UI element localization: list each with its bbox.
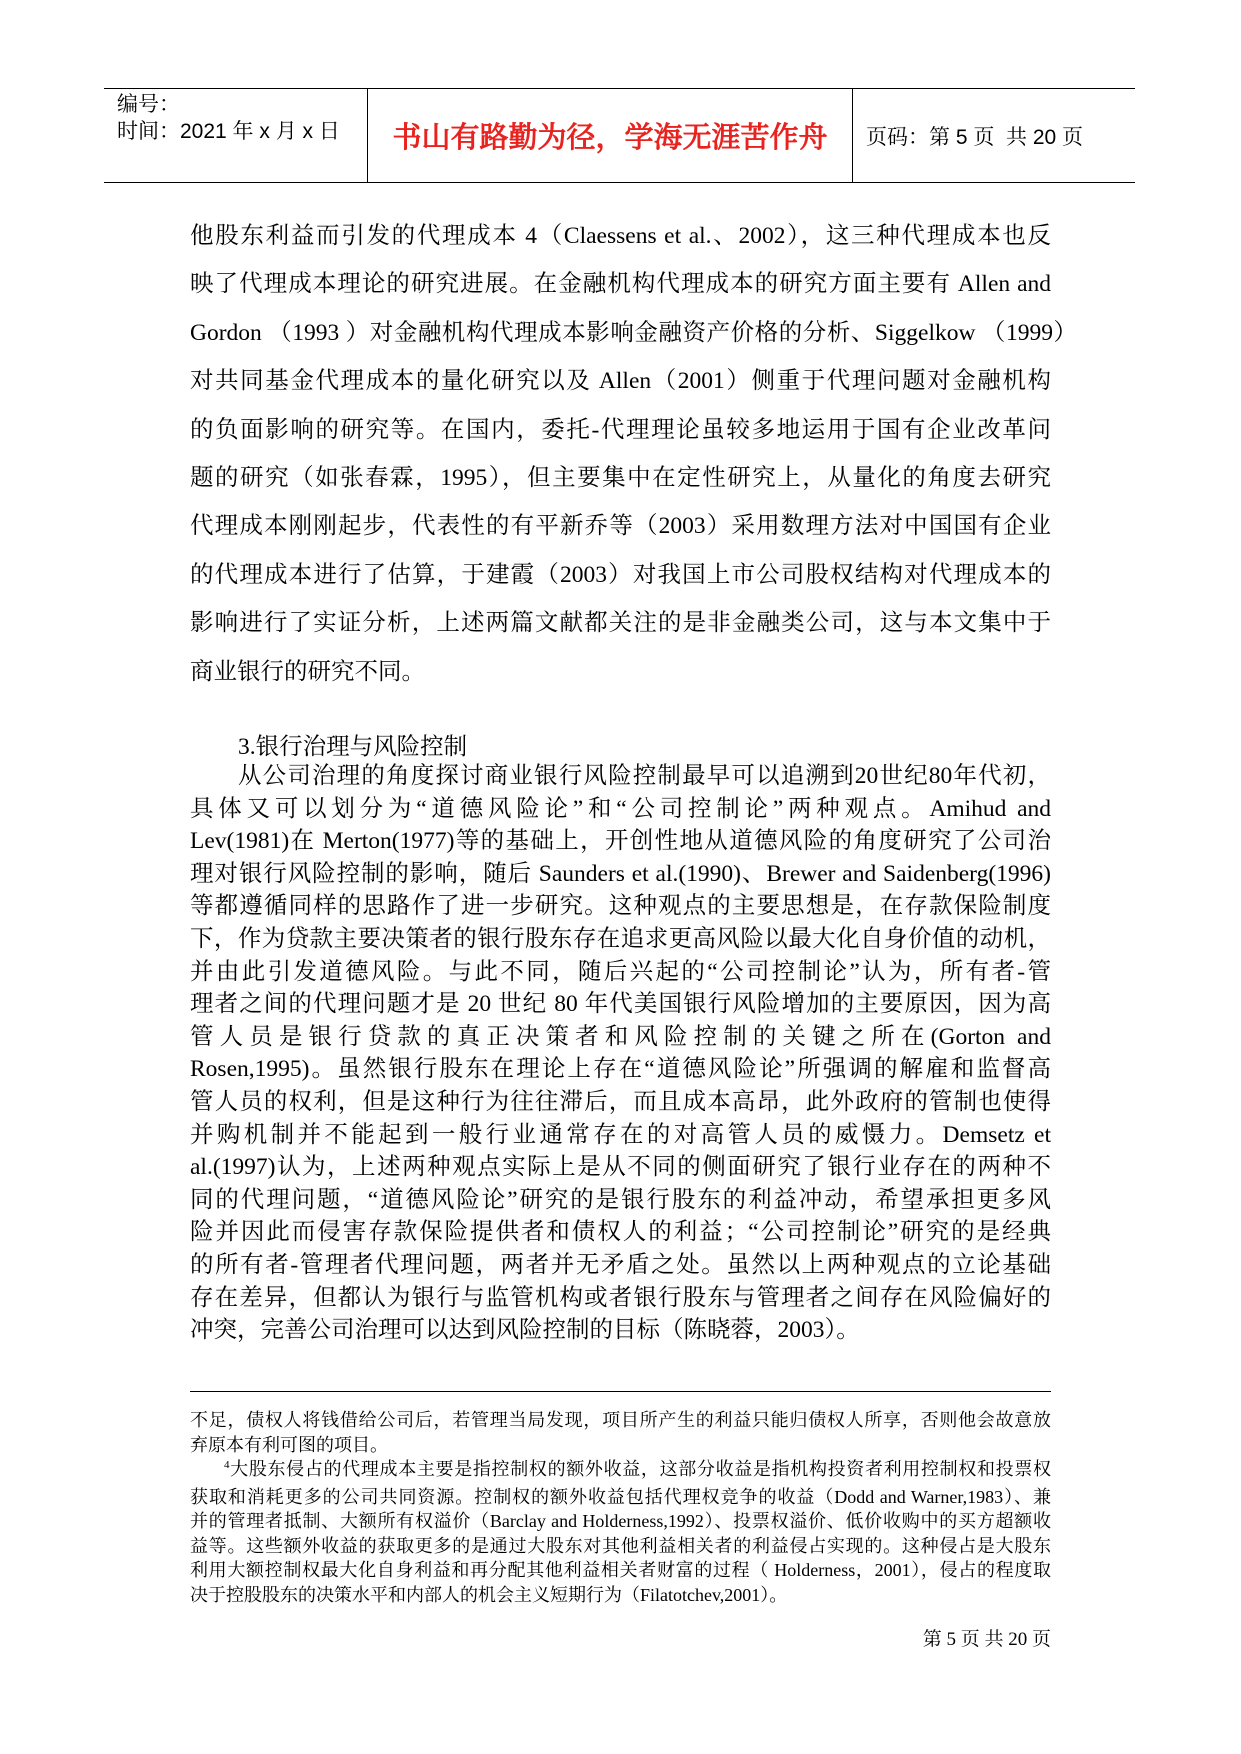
paragraph1-line-9: 影响进行了实证分析，上述两篇文献都关注的是非金融类公司，这与本文集中于 [190,610,1051,637]
paragraph1-line-2: 映了代理成本理论的研究进展。在金融机构代理成本的研究方面主要有 Allen and [190,271,1051,298]
footnote-separator [190,1391,1051,1392]
footnote-4-line-1 [190,1457,1051,1485]
footnote-continued-line-2: 弃原本有利可图的项目。 [190,1434,388,1455]
footnote-4-line-2: 获取和消耗更多的公司共同资源。控制权的额外收益包括代理权竞争的收益（Dodd and Warner,1983）、兼 [190,1486,1051,1507]
header-page-info-cell [853,89,1135,182]
paragraph2-line-5: 等都遵循同样的思路作了进一步研究。这种观点的主要思想是，在存款保险制度 [190,893,1051,920]
paragraph1-line-1: 他股东利益而引发的代理成本 4（Claessens et al.、2002），这三种代理成本也反 [190,223,1051,249]
page-number: 第 5 页 共 20 页 [922,1629,1051,1650]
paragraph2-line-10: Rosen,1995)。虽然银行股东在理论上存在“道德风险论”所强调的解雇和监督高 [190,1056,1051,1083]
paragraph2-line-11: 管人员的权利，但是这种行为往往滞后，而且成本高昂，此外政府的管制也使得 [190,1088,1051,1115]
paragraph2-line-1: 从公司治理的角度探讨商业银行风险控制最早可以追溯到20世纪80年代初， [238,763,1051,789]
header-meta-cell [104,89,367,182]
paragraph-bank-governance-risk [190,760,1051,1347]
footnote-4-line-3: 并的管理者抵制、大额所有权溢价（Barclay and Holderness,1992）、投票权溢价、低价收购中的买方超额收 [190,1511,1051,1531]
footnote-4-line-6: 决于控股股东的决策水平和内部人的机会主义短期行为（Filatotchev,2001）。 [190,1584,788,1605]
paragraph2-line-14: 同的代理问题，“道德风险论”研究的是银行股东的利益冲动，希望承担更多风 [190,1186,1051,1213]
paragraph1-line-10: 商业银行的研究不同。 [190,658,425,685]
footnote-4-marker: 4 [224,1459,230,1471]
paragraph2-line-8: 理者之间的代理问题才是 20 世纪 80 年代美国银行风险增加的主要原因，因为高 [190,991,1051,1018]
paragraph1-line-3: Gordon （1993 ）对金融机构代理成本影响金融资产价格的分析、Siggelkow （1999） [190,319,1077,346]
paragraph1-line-5: 的负面影响的研究等。在国内，委托-代理理论虽较多地运用于国有企业改革问 [190,416,1051,443]
header-page-info: 页码：第 5 页 共 20 页 [866,125,1084,149]
footnote-continued-line-1: 不足，债权人将钱借给公司后，若管理当局发现，项目所产生的利益只能归债权人所享，否则他会故意放 [190,1410,1051,1430]
document-number-label: 编号： [117,93,180,116]
paragraph2-line-13: al.(1997)认为，上述两种观点实际上是从不同的侧面研究了银行业存在的两种不 [190,1154,1051,1181]
header-motto-cell [367,89,853,182]
paragraph2-line-16: 的所有者-管理者代理问题，两者并无矛盾之处。虽然以上两种观点的立论基础 [190,1251,1051,1278]
paragraph2-line-3: Lev(1981)在 Merton(1977)等的基础上，开创性地从道德风险的角度研究了公司治 [190,828,1051,855]
page-header [104,88,1135,183]
paragraph2-line-9: 管人员是银行贷款的真正决策者和风险控制的关键之所在(Gorton and [190,1023,1051,1050]
paragraph2-line-7: 并由此引发道德风险。与此不同，随后兴起的“公司控制论”认为，所有者-管 [190,958,1051,985]
paragraph2-line-15: 险并因此而侵害存款保险提供者和债权人的利益；“公司控制论”研究的是经典 [190,1219,1051,1246]
header-motto: 书山有路勤为径，学海无涯苦作舟 [392,122,828,154]
section-heading: 3.银行治理与风险控制 [238,734,468,760]
paragraph-agency-cost-review [190,212,1077,696]
paragraph2-line-17: 存在差异，但都认为银行与监管机构或者银行股东与管理者之间存在风险偏好的 [190,1284,1051,1311]
paragraph1-line-7: 代理成本刚刚起步，代表性的有平新乔等（2003）采用数理方法对中国国有企业 [190,513,1051,540]
paragraph2-line-6: 下，作为贷款主要决策者的银行股东存在追求更高风险以最大化自身价值的动机， [190,925,1051,952]
footnote-4-line-5: 利用大额控制权最大化自身利益和再分配其他利益相关者财富的过程（ Holderness，2001），侵占的程度取 [190,1560,1051,1580]
footnote-4-line-4: 益等。这些额外收益的获取更多的是通过大股东对其他利益相关者的利益侵占实现的。这种侵占是大股东 [190,1535,1051,1556]
paragraph2-line-18: 冲突，完善公司治理可以达到风险控制的目标（陈晓蓉，2003）。 [190,1317,860,1344]
paragraph2-line-4: 理对银行风险控制的影响，随后 Saunders et al.(1990)、Brewer and Saidenberg(1996) [190,860,1051,887]
paragraph1-line-6: 题的研究（如张春霖，1995），但主要集中在定性研究上，从量化的角度去研究 [190,465,1051,492]
footnotes [190,1408,1051,1607]
paragraph1-line-4: 对共同基金代理成本的量化研究以及 Allen（2001）侧重于代理问题对金融机构 [190,368,1051,395]
paragraph2-line-12: 并购机制并不能起到一般行业通常存在的对高管人员的威慑力。Demsetz et [190,1121,1051,1148]
footnote-4-line-1-text: 大股东侵占的代理成本主要是指控制权的额外收益，这部分收益是指机构投资者利用控制权和投票权 [229,1459,1051,1479]
paragraph1-line-8: 的代理成本进行了估算，于建霞（2003）对我国上市公司股权结构对代理成本的 [190,561,1051,588]
paragraph2-line-2: 具体又可以划分为“道德风险论”和“公司控制论”两种观点。Amihud and [190,795,1051,822]
document-time-label: 时间：2021 年 x 月 x 日 [117,120,340,143]
